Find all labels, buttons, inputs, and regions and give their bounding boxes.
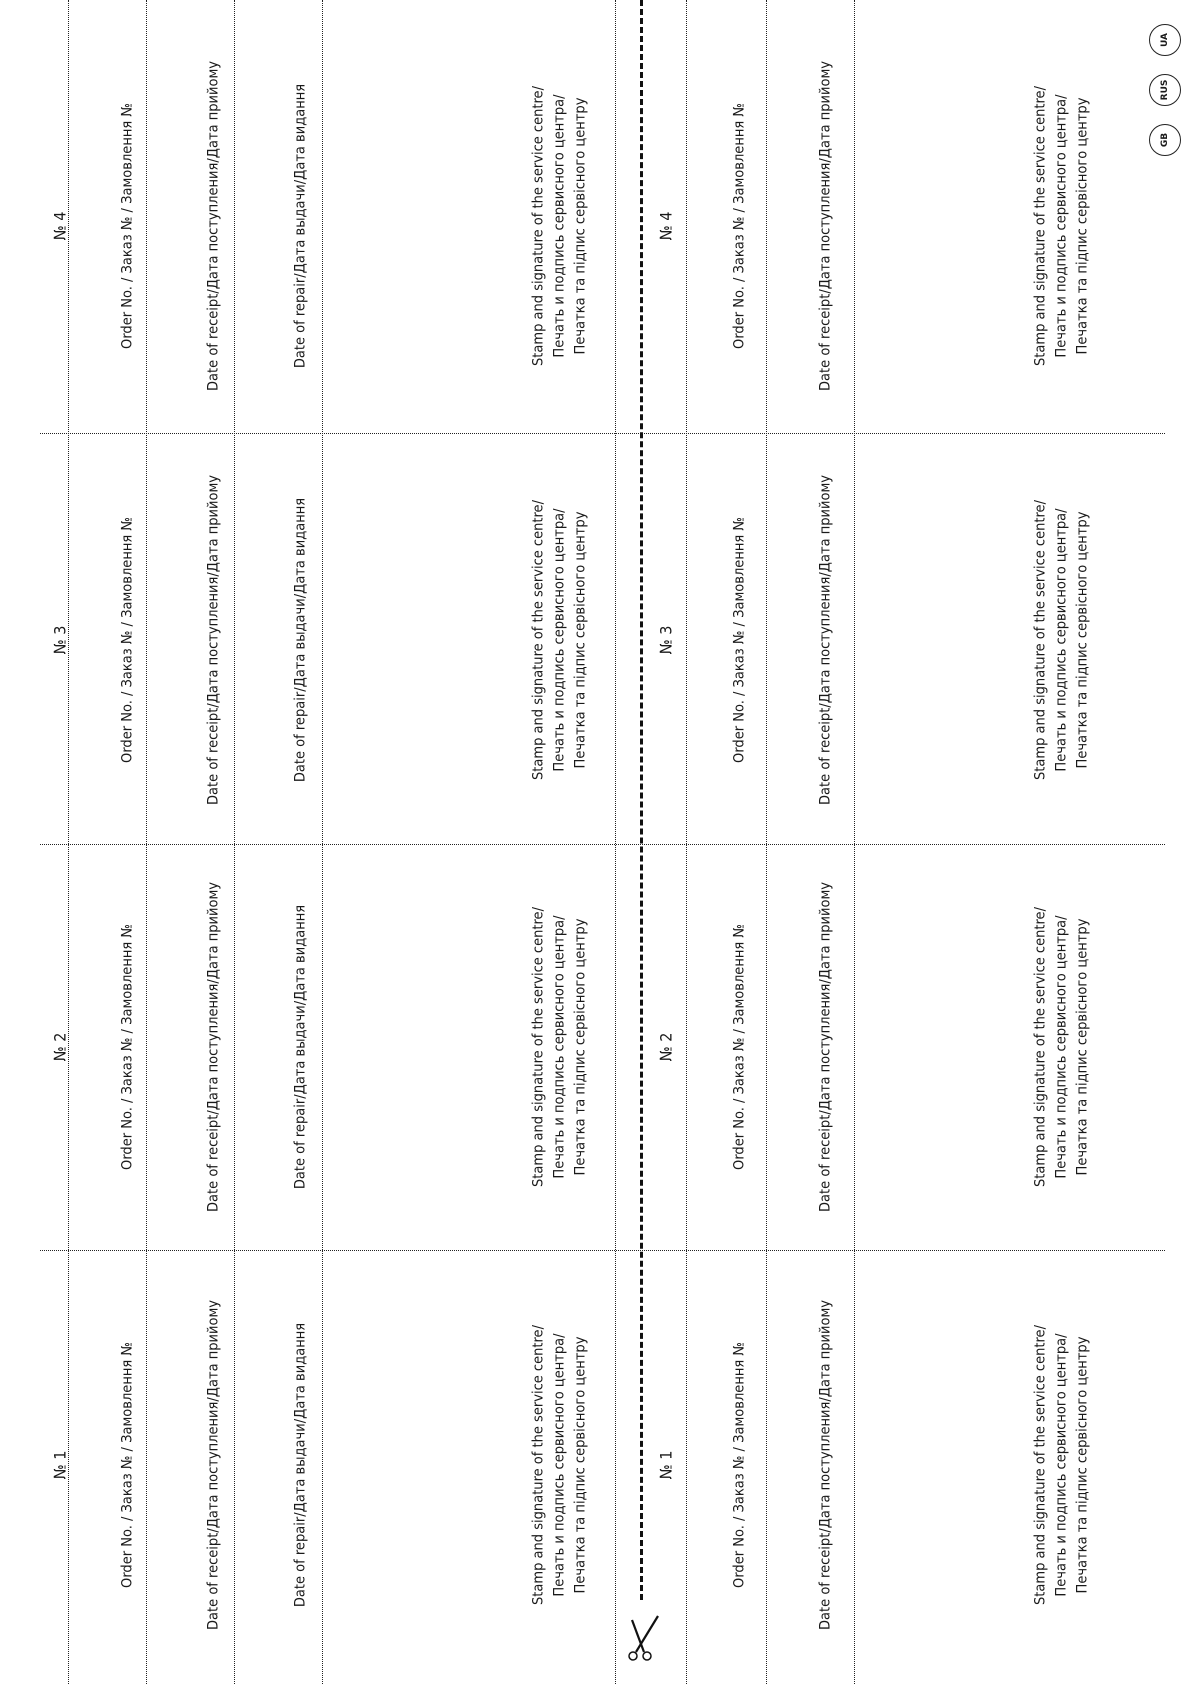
warranty-coupon-sheet: № 1 Order No. / Заказ № / Замовлення № Date of receipt/Дата поступления/Дата прийому Date of repair/Дата выдачи/Дата видання Stamp and signature of the service centre/ Печать и подпись сервисного центра/ Печатка та підпис сервісного центру № 1 Order No. / Заказ № / Замовлення № Date of receipt/Дата поступления/Дата прийому Stamp and signature of the service centre/ Печать и подпись сервисного центра/ Печатка та підпис сервісного центру № 2 Order No. / Заказ № / Замовлення № Date of receipt/Дата поступления/Дата прийому Date of repair/Дата выдачи/Дата видання Stamp and signature of the service centre/ Печать и подпись сервисного центра/ Печатка та підпис сервісного центру № 2 Order No. / Заказ № / Замовлення № Date of receipt/Дата поступления/Дата прийому Stamp and signature of the service centre/ Печать и подпись сервисного центра/ Печатка та підпис сервісного центру № 3 Order No. / Заказ № / Замовлення № Date of receipt/Дата поступления/Дата прийому Date of repair/Дата выдачи/Дата видання Stamp and signature of the service centre/ Печать и подпись сервисного центра/ Печатка та підпис сервісного центру № 3 Order No. / Заказ № / Замовлення № Date of receipt/Дата поступления/Дата прийому Stamp and signature of the service centre/ Печать и подпись сервисного центра/ Печатка та підпис сервісного центру № 4 Order No. / Заказ № / Замовлення № Date of receipt/Дата поступления/Дата прийому Date of repair/Дата выдачи/Дата видання Stamp and signature of the service centre/ Печать и подпись сервисного центра/ Печатка та підпис сервісного центру № 4 Order No. / Заказ № / Замовлення № Date of receipt/Дата поступления/Дата прийому Stamp and signature of the service centre/ Печать и подпись сервисного центра/ Печатка та підпис сервісного центру GB RUS UA	[0, 0, 1190, 1684]
column-divider	[686, 0, 687, 1684]
column-divider	[854, 0, 855, 1684]
column-divider	[766, 0, 767, 1684]
cut-line	[640, 0, 643, 1600]
column-divider	[146, 0, 147, 1684]
coupon-separator	[40, 844, 1165, 845]
language-badge-ua: UA	[1149, 24, 1181, 56]
column-divider	[322, 0, 323, 1684]
column-divider	[615, 0, 616, 1684]
language-badge-rus: RUS	[1149, 74, 1181, 106]
scissors-icon	[614, 1612, 664, 1662]
coupon-separator	[40, 433, 1165, 434]
coupon-separator	[40, 1250, 1165, 1251]
language-badge-gb: GB	[1149, 124, 1181, 156]
column-divider	[68, 0, 69, 1684]
column-divider	[234, 0, 235, 1684]
